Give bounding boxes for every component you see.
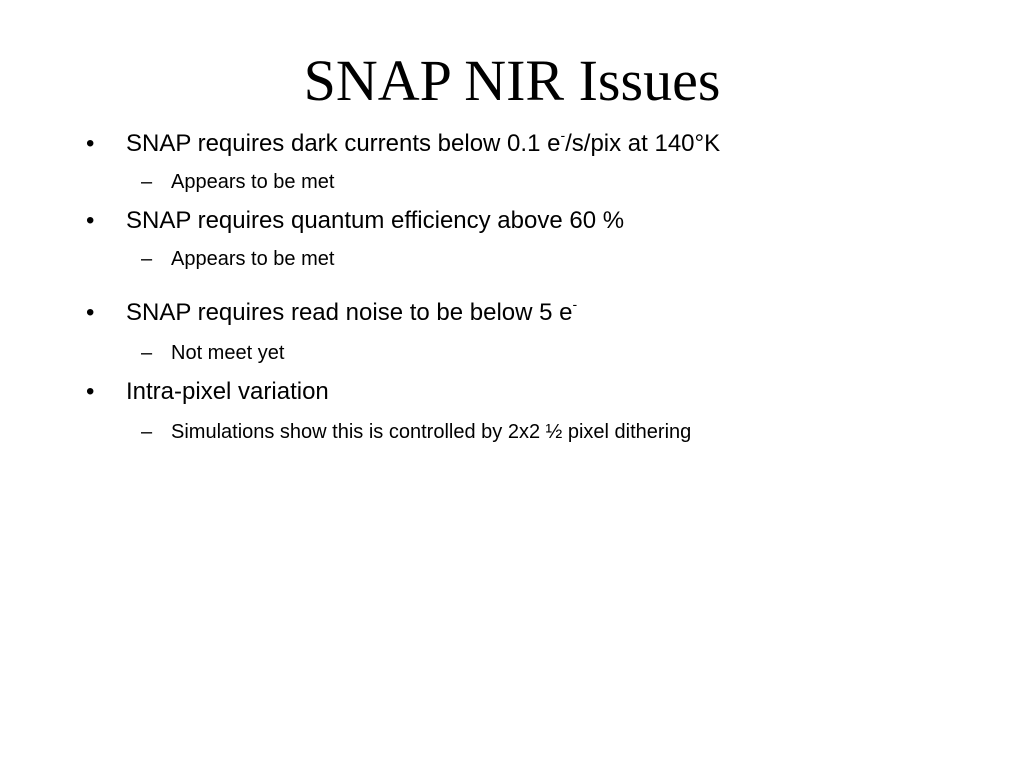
- sub-bullet-marker: –: [141, 342, 153, 364]
- sub-bullet-marker: –: [141, 171, 153, 193]
- bullet-marker: •: [86, 130, 95, 157]
- bullet-marker: •: [86, 378, 95, 405]
- bullet-text: Intra-pixel variation: [126, 378, 329, 405]
- bullet-text: SNAP requires quantum efficiency above 60 %: [126, 207, 625, 234]
- sub-bullet-marker: –: [141, 421, 153, 443]
- sub-item-text: Not meet yet: [171, 342, 285, 364]
- bullet-marker: •: [86, 207, 95, 234]
- bullet-text-main: SNAP requires dark currents below 0.1 e: [126, 130, 561, 157]
- sub-bullet-marker: –: [141, 248, 153, 270]
- slide-title: SNAP NIR Issues: [303, 48, 721, 113]
- bullet-marker: •: [86, 299, 95, 326]
- bullet-text-main: SNAP requires read noise to be below 5 e: [126, 299, 573, 326]
- bullet-text-tail: /s/pix at 140°K: [565, 130, 721, 157]
- sub-item-text: Simulations show this is controlled by 2x2 ½ pixel dithering: [171, 421, 692, 443]
- bullet-text: [126, 129, 720, 159]
- superscript-minus: -: [560, 127, 566, 143]
- sub-item-text: Appears to be met: [171, 171, 335, 193]
- sub-item-text: Appears to be met: [171, 248, 335, 270]
- bullet-text: [126, 298, 577, 328]
- superscript-minus: -: [572, 296, 578, 312]
